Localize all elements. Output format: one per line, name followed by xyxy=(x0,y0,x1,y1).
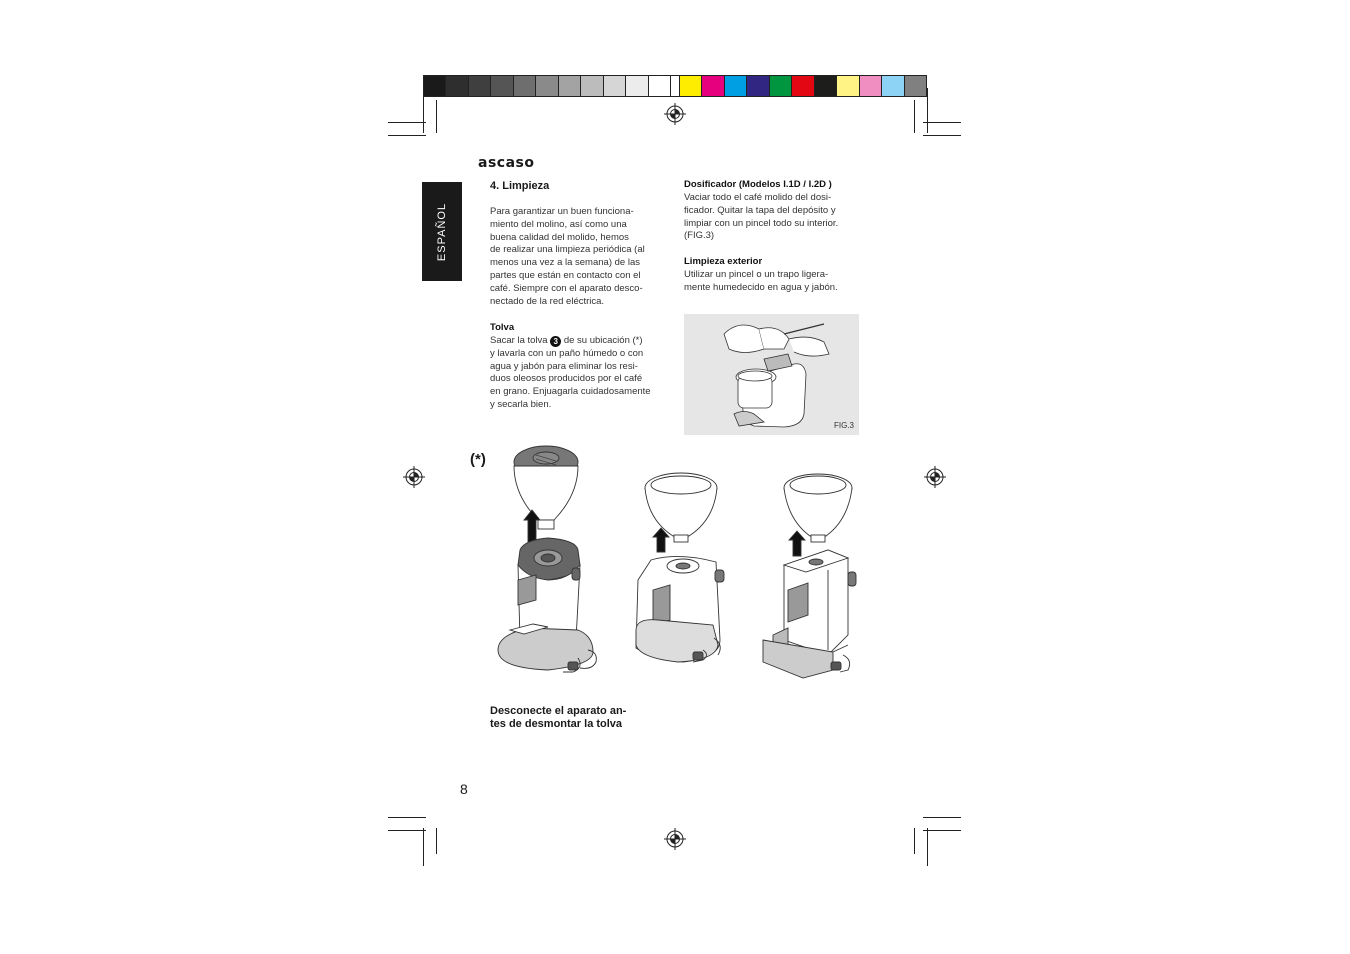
intro-line: partes que están en contacto con el xyxy=(490,269,641,281)
tolva-heading: Tolva xyxy=(490,322,515,333)
tolva-line1-after: de su ubicación (*) xyxy=(563,335,643,346)
fig3-illustration xyxy=(684,314,859,435)
intro-line: café. Siempre con el aparato desco- xyxy=(490,282,643,294)
section-title: 4. Limpieza xyxy=(490,180,550,192)
disconnect-warning xyxy=(490,705,650,731)
tolva-line xyxy=(490,335,668,348)
intro-line: Para garantizar un buen funciona- xyxy=(490,206,634,217)
intro-paragraph xyxy=(490,206,665,308)
tolva-line: duos oleosos producidos por el café xyxy=(490,373,643,385)
intro-line: de realizar una limpieza periódica (al xyxy=(490,244,645,256)
limpieza-line: Utilizar un pincel o un trapo ligera- xyxy=(684,269,829,280)
tolva-line: en grano. Enjuagarla cuidadosamente xyxy=(490,386,651,398)
grinder-model-2 xyxy=(636,473,724,662)
dosificador-line: (FIG.3) xyxy=(684,230,715,242)
limpieza-exterior-paragraph xyxy=(684,269,859,295)
intro-line: nectado de la red eléctrica. xyxy=(490,295,605,307)
limpieza-line: mente humedecido en agua y jabón. xyxy=(684,281,838,293)
dosificador-line: limpiar con un pincel todo su interior. xyxy=(684,217,839,229)
fig3-grinder-drawing xyxy=(684,314,859,435)
tolva-paragraph xyxy=(490,335,668,412)
limpieza-exterior-heading: Limpieza exterior xyxy=(684,256,763,267)
grinder-model-3 xyxy=(763,474,856,678)
language-tab-label: ESPAÑOL xyxy=(436,202,448,261)
tolva-line1-before: Sacar la tolva xyxy=(490,335,548,346)
warning-line: Desconecte el aparato an- xyxy=(490,705,627,717)
brand-logo: ascaso xyxy=(478,155,535,171)
dosificador-line: ficador. Quitar la tapa del depósito y xyxy=(684,204,836,216)
tolva-line: y lavarla con un paño húmedo o con xyxy=(490,347,644,359)
hopper-removal-illustrations xyxy=(488,440,878,685)
part-number-badge: 3 xyxy=(550,336,561,347)
tolva-line: agua y jabón para eliminar los resi- xyxy=(490,360,638,372)
intro-line: buena calidad del molido, hemos xyxy=(490,231,629,243)
dosificador-heading: Dosificador (Modelos I.1D / I.2D ) xyxy=(684,179,832,190)
fig3-label: FIG.3 xyxy=(834,421,855,430)
grinder-model-1 xyxy=(498,446,596,672)
language-tab xyxy=(422,182,462,281)
intro-line: miento del molino, así como una xyxy=(490,218,627,230)
asterisk-reference: (*) xyxy=(470,451,486,468)
warning-line: tes de desmontar la tolva xyxy=(490,718,623,730)
page-number: 8 xyxy=(460,781,468,797)
intro-line: menos una vez a la semana) de las xyxy=(490,257,640,269)
dosificador-paragraph xyxy=(684,192,859,243)
tolva-line: y secarla bien. xyxy=(490,398,552,410)
dosificador-line: Vaciar todo el café molido del dosi- xyxy=(684,192,832,203)
